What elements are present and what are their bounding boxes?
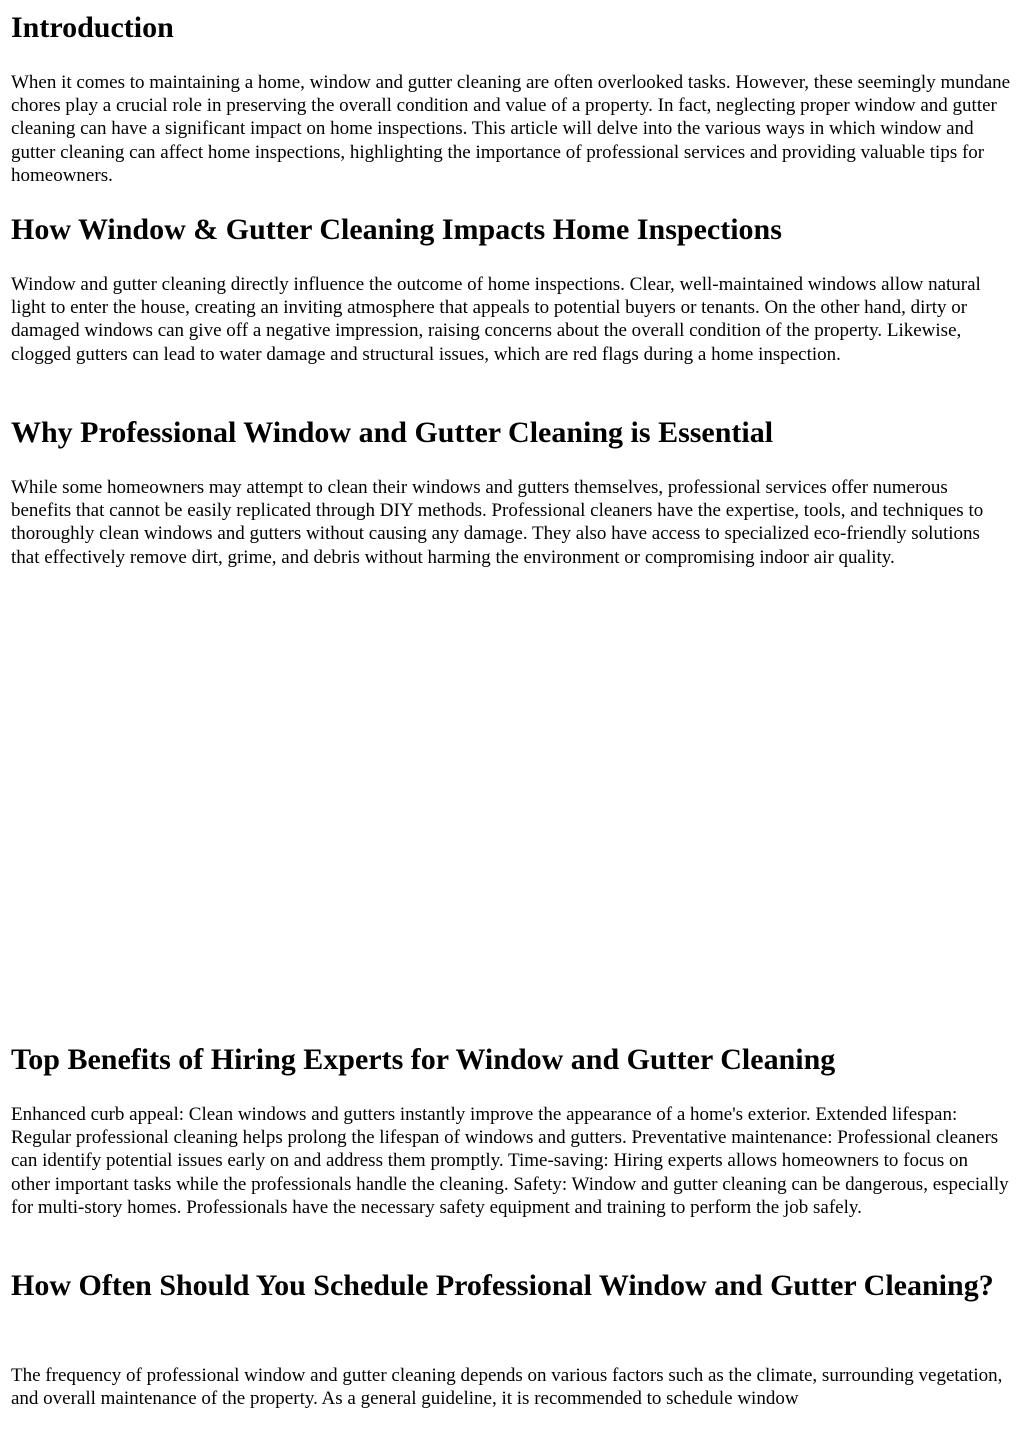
paragraph-introduction: When it comes to maintaining a home, window and gutter cleaning are often overlooked tasks. However, these seemingly mundane chores play a crucial role in preserving the overall condition and value of a property. In fact, neglecting proper window and gutter cleaning can have a significant impact on home inspections. This article will delve into the various ways in which window and gutter cleaning can affect home inspections, highlighting the importance of professional services and providing valuable tips for homeowners. (11, 72, 1011, 186)
paragraph-impacts-home-inspections: Window and gutter cleaning directly influence the outcome of home inspections. Clear, well-maintained windows allow natural light to enter the house, creating an inviting atmosphere that appeals to potential buyers or tenants. On the other hand, dirty or damaged windows can give off a negative impression, raising concerns about the overall condition of the property. Likewise, clogged gutters can lead to water damage and structural issues, which are red flags during a home inspection. (11, 274, 981, 365)
paragraph-how-often-schedule: The frequency of professional window and gutter cleaning depends on various factors such as the climate, surrounding vegetation, and overall maintenance of the property. As a general guideline, it is recommended to schedule window (11, 1365, 1003, 1410)
paragraph-why-professional-essential: While some homeowners may attempt to clean their windows and gutters themselves, professional services offer numerous benefits that cannot be easily replicated through DIY methods. Professional cleaners have the expertise, tools, and techniques to thoroughly clean windows and gutters without causing any damage. They also have access to specialized eco-friendly solutions that effectively remove dirt, grime, and debris without harming the environment or compromising indoor air quality. (11, 477, 984, 568)
heading-top-benefits: Top Benefits of Hiring Experts for Window and Gutter Cleaning (11, 1043, 836, 1076)
heading-why-professional-essential: Why Professional Window and Gutter Cleaning is Essential (11, 416, 774, 449)
heading-introduction: Introduction (11, 11, 174, 44)
heading-how-often-schedule: How Often Should You Schedule Professional Window and Gutter Cleaning? (11, 1269, 994, 1302)
paragraph-top-benefits: Enhanced curb appeal: Clean windows and gutters instantly improve the appearance of a home's exterior. Extended lifespan: Regular professional cleaning helps prolong the lifespan of windows and gutters. Preventative maintenance: Professional cleaners can identify potential issues early on and address them promptly. Time-saving: Hiring experts allows homeowners to focus on other important tasks while the professionals handle the cleaning. Safety: Window and gutter cleaning can be dangerous, especially for multi-story homes. Professionals have the necessary safety equipment and training to perform the job safely. (11, 1104, 1009, 1218)
blank-space (11, 600, 1011, 1030)
heading-impacts-home-inspections: How Window & Gutter Cleaning Impacts Home Inspections (11, 213, 782, 246)
